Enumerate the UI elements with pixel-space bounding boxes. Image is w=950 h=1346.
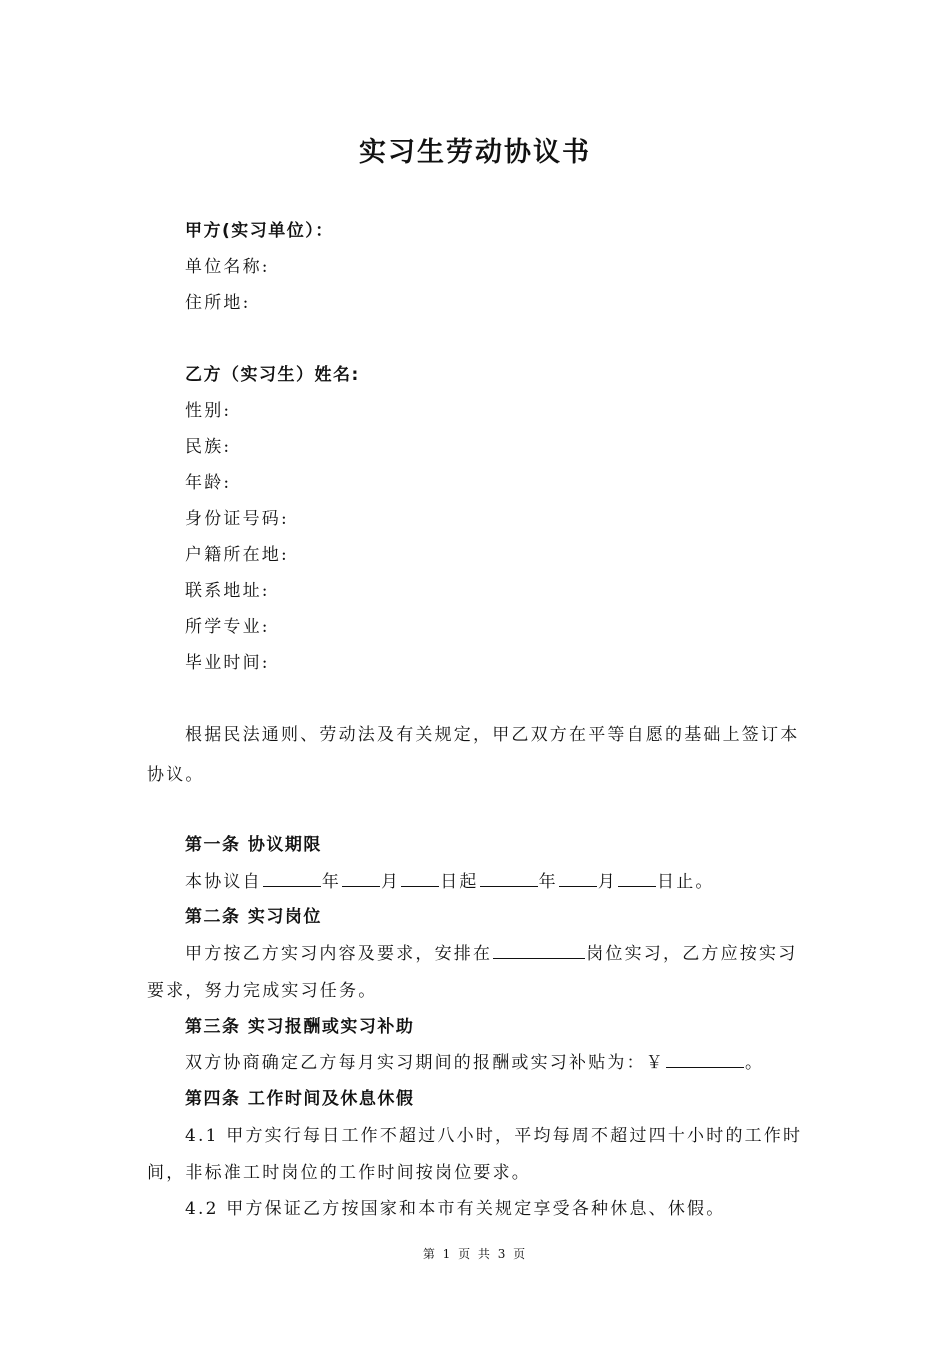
text-segment: 年	[538, 872, 558, 892]
article-3-line-1	[185, 1048, 764, 1073]
article-1-heading: 第一条 协议期限	[185, 835, 322, 855]
blank-line	[493, 942, 585, 959]
party-b-heading: 乙方（实习生）姓名:	[185, 365, 360, 385]
article-2-heading: 第二条 实习岗位	[185, 907, 322, 927]
text-segment: 双方协商确定乙方每月实习期间的报酬或实习补贴为：￥	[185, 1053, 665, 1073]
field-ethnicity: 民族:	[185, 437, 232, 457]
blank-line	[342, 870, 380, 887]
article-4-p2: 4.2 甲方保证乙方按国家和本市有关规定享受各种休息、休假。	[185, 1199, 726, 1219]
field-contact-address: 联系地址:	[185, 581, 270, 601]
field-household-registration: 户籍所在地:	[185, 545, 289, 565]
blank-line	[401, 870, 439, 887]
article-3-heading: 第三条 实习报酬或实习补助	[185, 1017, 415, 1037]
blank-line	[559, 870, 597, 887]
field-age: 年龄:	[185, 473, 232, 493]
text-segment: 月	[597, 872, 618, 892]
blank-line	[618, 870, 656, 887]
field-gender: 性别:	[185, 401, 232, 421]
blank-line	[480, 870, 538, 887]
article-4-heading: 第四条 工作时间及休息休假	[185, 1089, 415, 1109]
article-1-text	[185, 867, 715, 892]
field-unit-name: 单位名称:	[185, 257, 270, 277]
text-segment: 年	[321, 872, 342, 892]
article-2-line-1	[185, 939, 797, 964]
blank-line	[263, 870, 321, 887]
text-segment: 日止。	[657, 872, 715, 892]
text-segment: 。	[745, 1053, 765, 1073]
article-2-line-2: 要求，努力完成实习任务。	[147, 981, 378, 1001]
text-segment: 日起	[440, 872, 479, 892]
field-id-number: 身份证号码:	[185, 509, 289, 529]
text-segment: 本协议自	[185, 872, 262, 892]
field-major: 所学专业:	[185, 617, 270, 637]
document-title: 实习生劳动协议书	[359, 137, 591, 168]
text-segment: 月	[381, 872, 401, 892]
article-4-p1-line-1: 4.1 甲方实行每日工作不超过八小时，平均每周不超过四十小时的工作时	[185, 1126, 803, 1146]
field-address: 住所地:	[185, 293, 251, 313]
blank-line	[666, 1051, 744, 1068]
party-a-heading: 甲方(实习单位）：	[185, 221, 334, 241]
page-footer: 第 1 页 共 3 页	[422, 1247, 528, 1261]
field-graduation-time: 毕业时间:	[185, 653, 270, 673]
text-segment: 岗位实习，乙方应按实习	[586, 944, 798, 964]
intro-line-2: 协议。	[147, 765, 205, 785]
intro-line-1: 根据民法通则、劳动法及有关规定，甲乙双方在平等自愿的基础上签订本	[185, 725, 800, 745]
article-4-p1-line-2: 间，非标准工时岗位的工作时间按岗位要求。	[147, 1163, 531, 1183]
text-segment: 甲方按乙方实习内容及要求，安排在	[185, 944, 493, 964]
